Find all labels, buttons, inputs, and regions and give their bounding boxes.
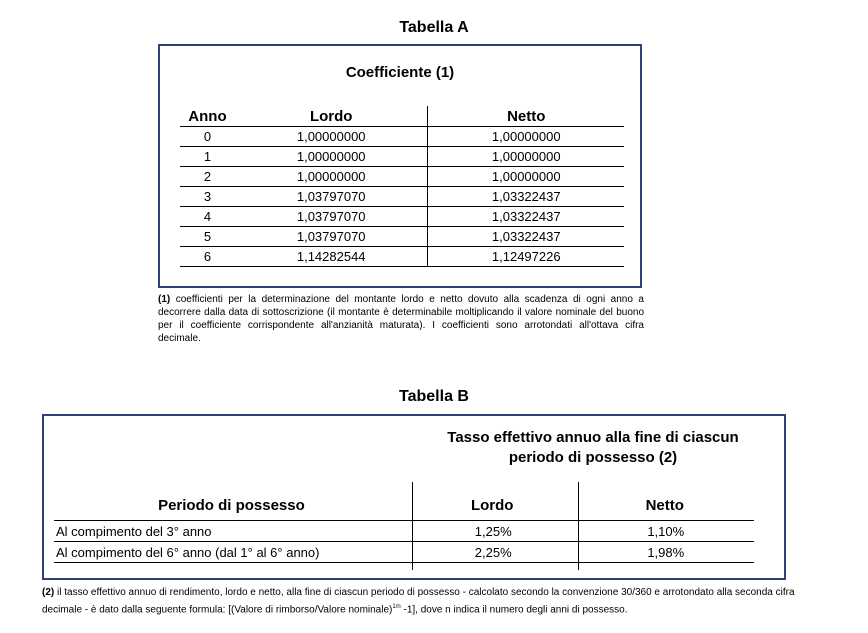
table-cell: 1,03797070 <box>235 207 428 227</box>
table-cell: 1,03322437 <box>428 207 624 227</box>
table-cell: 1,00000000 <box>235 127 428 147</box>
tabella-b-title: Tabella B <box>399 388 469 405</box>
table-cell: 1,03797070 <box>235 187 428 207</box>
table-cell: 5 <box>180 227 235 247</box>
tasso-header-line1: Tasso effettivo annuo alla fine di ciascun <box>447 429 739 446</box>
table-row <box>180 207 624 227</box>
tabella-b-box <box>42 414 786 580</box>
footnote-marker: (1) <box>158 294 171 305</box>
table-cell: 1,00000000 <box>428 147 624 167</box>
table-row <box>54 521 754 542</box>
table-cell: 1,00000000 <box>428 127 624 147</box>
table-header-row <box>180 106 624 127</box>
table-row <box>180 167 624 187</box>
tasso-header-line2: periodo di possesso (2) <box>508 449 678 466</box>
table-cell: 1,03797070 <box>235 227 428 247</box>
col-header-periodo: Periodo di possesso <box>54 490 409 521</box>
table-row <box>180 127 624 147</box>
table-row <box>180 147 624 167</box>
col-header-netto: Netto <box>576 490 754 521</box>
table-cell: 3 <box>180 187 235 207</box>
table-row <box>180 187 624 207</box>
table-cell: 1,00000000 <box>235 167 428 187</box>
table-cell: 6 <box>180 247 235 267</box>
table-cell: 1,10% <box>576 521 754 542</box>
table-cell: 1,00000000 <box>235 147 428 167</box>
table-cell: 1,25% <box>409 521 576 542</box>
footnote-text: il tasso effettivo annuo di rendimento, lordo e netto, alla fine di ciascun periodo di possesso - calcolato secondo la convenzione 30/360 e arrotondato alla seconda cifra decimale - è dato dalla seguente formula: [(Valore di rimborso/Valore nominale) <box>42 587 795 616</box>
table-cell: 2 <box>180 167 235 187</box>
col-header-anno: Anno <box>180 106 235 127</box>
table-header-row <box>54 490 754 521</box>
col-header-lordo: Lordo <box>235 106 428 127</box>
tabella-a-box <box>158 44 642 288</box>
footnote-text: coefficienti per la determinazione del montante lordo e netto dovuto alla scadenza di ogni anno a decorrere dalla data di sottoscrizione (il montante è determinabile moltiplicando il valore nominale del buono per il coefficiente corrispondente all'anzianità maturata). I coefficienti sono arrotondati all'ottava cifra decimale. <box>158 294 644 344</box>
footnote-marker: (2) <box>42 587 55 598</box>
col-header-netto: Netto <box>428 106 624 127</box>
footnote-exponent: 1/n <box>392 604 401 610</box>
table-cell: 1,12497226 <box>428 247 624 267</box>
table-cell: 1,00000000 <box>428 167 624 187</box>
table-row <box>54 542 754 563</box>
coefficiente-header: Coefficiente (1) <box>345 64 455 81</box>
table-cell: 2,25% <box>409 542 576 563</box>
tabella-a-title: Tabella A <box>399 19 469 36</box>
table-cell: 1 <box>180 147 235 167</box>
table-cell: Al compimento del 3° anno <box>54 521 409 542</box>
table-cell: 1,14282544 <box>235 247 428 267</box>
table-row <box>180 227 624 247</box>
table-cell: 1,98% <box>576 542 754 563</box>
tabella-b-footnote <box>42 586 802 617</box>
col-header-lordo: Lordo <box>409 490 576 521</box>
footnote-text-end: -1], dove n indica il numero degli anni di possesso. <box>400 604 628 616</box>
table-cell: 1,03322437 <box>428 187 624 207</box>
table-cell: Al compimento del 6° anno (dal 1° al 6° anno) <box>54 542 409 563</box>
tabella-b-table <box>54 490 754 563</box>
table-cell: 0 <box>180 127 235 147</box>
table-row <box>180 247 624 267</box>
table-cell: 4 <box>180 207 235 227</box>
tasso-header <box>412 428 774 468</box>
table-cell: 1,03322437 <box>428 227 624 247</box>
tabella-a-table <box>180 106 624 267</box>
tabella-a-footnote <box>158 293 644 345</box>
